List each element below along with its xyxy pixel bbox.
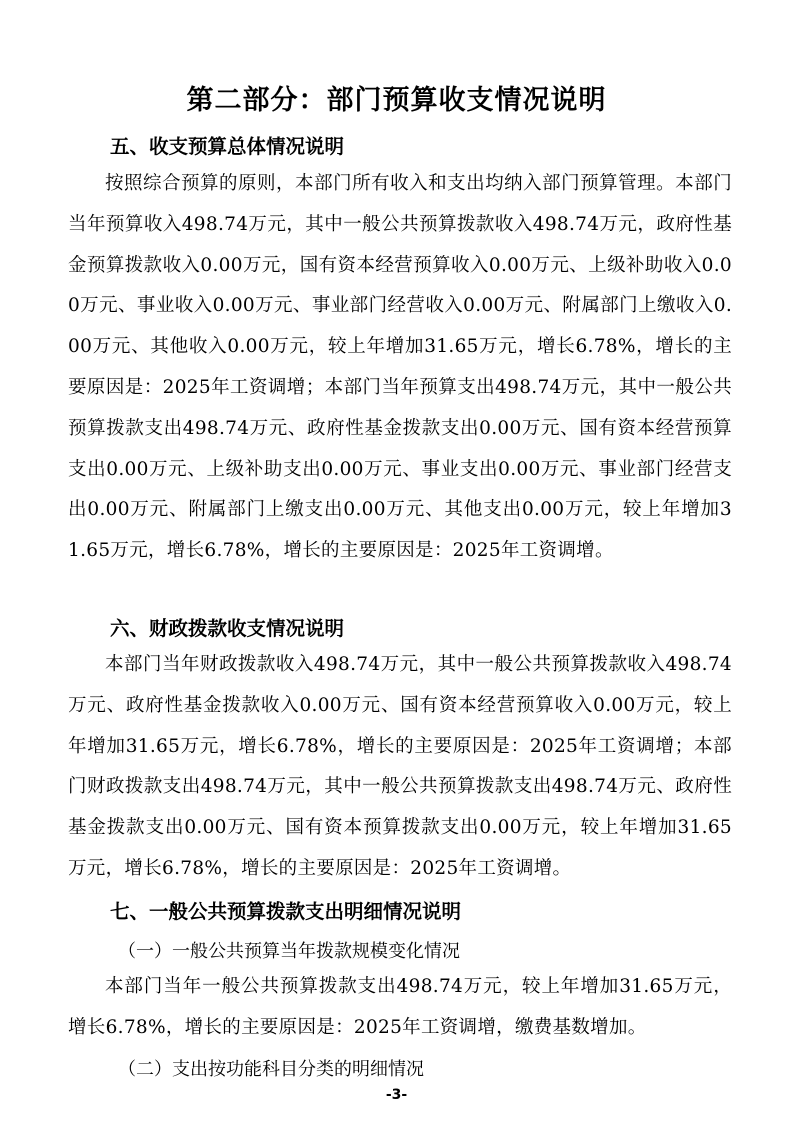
subsection-heading-7-2: （二）支出按功能科目分类的明细情况 [118,1059,424,1080]
section-paragraph-5: 按照综合预算的原则，本部门所有收入和支出均纳入部门预算管理。本部门当年预算收入498.74万元，其中一般公共预算拨款收入498.74万元，政府性基金预算拨款收入0.00万元，国有资本经营预算收入0.00万元、上级补助收入0.00万元、事业收入0.00万元、事业部门经营收入0.00万元、附属部门上缴收入0.00万元、其他收入0.00万元，较上年增加31.65万元，增长6.78%，增长的主要原因是：2025年工资调增；本部门当年预算支出498.74万元，其中一般公共预算拨款支出498.74万元、政府性基金拨款支出0.00万元、国有资本经营预算支出0.00万元、上级补助支出0.00万元、事业支出0.00万元、事业部门经营支出0.00万元、附属部门上缴支出0.00万元、其他支出0.00万元，较上年增加31.65万元，增长6.78%，增长的主要原因是：2025年工资调增。 [68,173,732,562]
subsection-heading-7-1: （一）一般公共预算当年拨款规模变化情况 [118,941,460,962]
page-title: 第二部分：部门预算收支情况说明 [186,85,607,116]
page-number: -3- [385,1087,408,1103]
section-heading-5: 五、收支预算总体情况说明 [110,135,345,158]
section-paragraph-6: 本部门当年财政拨款收入498.74万元，其中一般公共预算拨款收入498.74万元、政府性基金拨款收入0.00万元、国有资本经营预算收入0.00万元，较上年增加31.65万元，增长6.78%，增长的主要原因是：2025年工资调增；本部门财政拨款支出498.74万元，其中一般公共预算拨款支出498.74万元、政府性基金拨款支出0.00万元、国有资本预算拨款支出0.00万元，较上年增加31.65万元，增长6.78%，增长的主要原因是：2025年工资调增。 [68,654,732,879]
section-paragraph-7-1: 本部门当年一般公共预算拨款支出498.74万元，较上年增加31.65万元，增长6.78%，增长的主要原因是：2025年工资调增，缴费基数增加。 [68,976,732,1038]
section-heading-6: 六、财政拨款收支情况说明 [110,617,345,640]
section-heading-7: 七、一般公共预算拨款支出明细情况说明 [110,900,462,923]
